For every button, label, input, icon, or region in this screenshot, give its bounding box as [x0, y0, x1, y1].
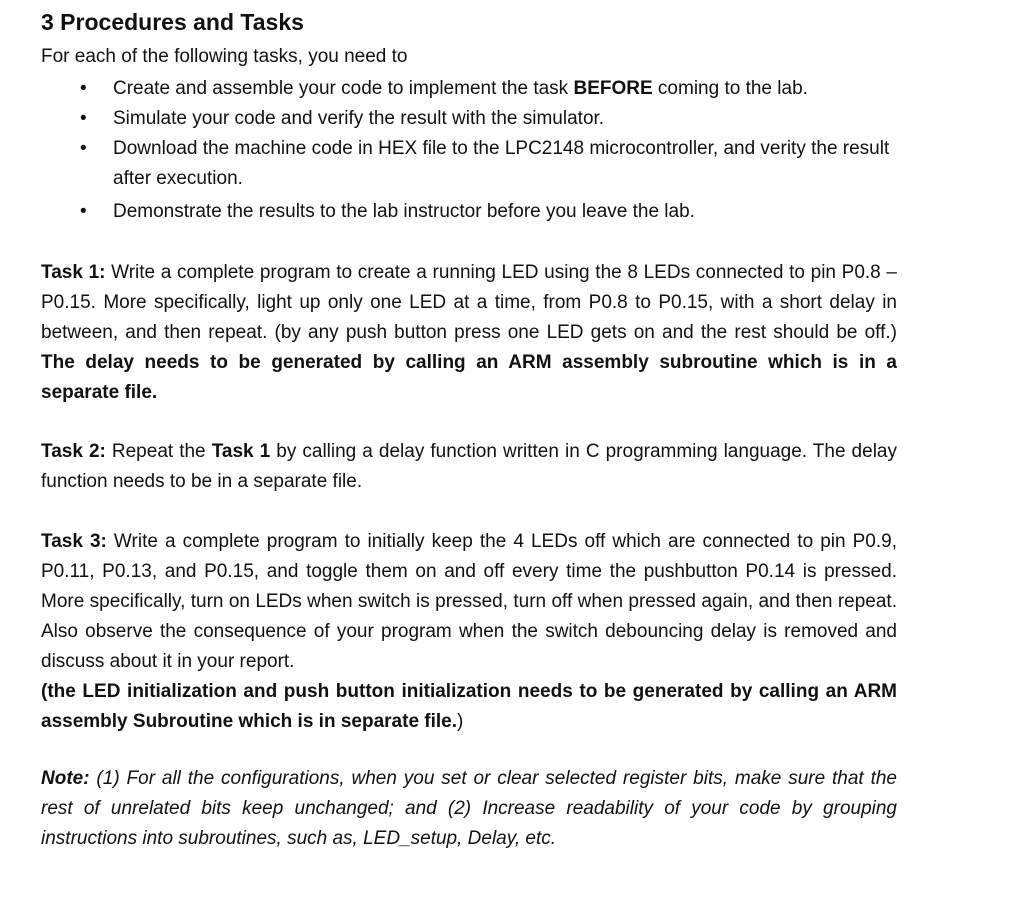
task-3-label: Task 3: — [41, 531, 107, 552]
task-2-label: Task 2: — [41, 441, 106, 462]
bullet-icon: • — [80, 108, 87, 129]
list-item: • Demonstrate the results to the lab instructor before you leave the lab. — [0, 197, 897, 227]
section-title: 3 Procedures and Tasks — [41, 9, 304, 35]
note-paragraph: Note: (1) For all the configurations, when you set or clear selected register bits, make sure that the rest of unrelated bits keep unchanged; and (2) Increase readability of your code by grouping instructions into subroutines, such as, LED_setup, Delay, etc. — [41, 768, 897, 849]
task-2-paragraph: Task 2: Repeat the Task 1 by calling a delay function written in C programming language. The delay function needs to be in a separate file. — [41, 441, 897, 492]
list-item: • Create and assemble your code to implement the task BEFORE coming to the lab. — [0, 74, 897, 104]
list-item: • Simulate your code and verify the result with the simulator. — [0, 104, 897, 134]
note-label: Note: — [41, 768, 90, 789]
task-1-requirement: The delay needs to be generated by calling an ARM assembly subroutine which is in a separate file. — [41, 352, 897, 403]
bullet-icon: • — [80, 201, 87, 222]
requirements-list — [0, 74, 900, 227]
list-item: • Download the machine code in HEX file to the LPC2148 microcontroller, and verity the result after execution. — [0, 134, 897, 194]
task-1-label: Task 1: — [41, 262, 106, 283]
task-1-paragraph: Task 1: Write a complete program to create a running LED using the 8 LEDs connected to pin P0.8 – P0.15. More specifically, light up only one LED at a time, from P0.8 to P0.15, with a short delay in between, and then repeat. (by any push button press one LED gets on and the rest should be off.) The delay needs to be generated by calling an ARM assembly subroutine which is in a separate file. — [41, 262, 897, 403]
bullet-icon: • — [80, 78, 87, 99]
bullet-icon: • — [80, 138, 87, 159]
intro-text: For each of the following tasks, you need to — [41, 46, 408, 67]
task-3-paragraph: Task 3: Write a complete program to initially keep the 4 LEDs off which are connected to pin P0.9, P0.11, P0.13, and P0.15, and toggle them on and off every time the pushbutton P0.14 is pressed. More specifically, turn on LEDs when switch is pressed, turn off when pressed again, and then repeat. Also observe the consequence of your program when the switch debouncing delay is removed and discuss about it in your report. (the LED initialization and push button initialization needs to be generated by calling an ARM assembly Subroutine which is in separate file.) — [41, 531, 897, 732]
task-3-requirement: (the LED initialization and push button initialization needs to be generated by calling an ARM assembly Subroutine which is in separate file. — [41, 681, 897, 732]
